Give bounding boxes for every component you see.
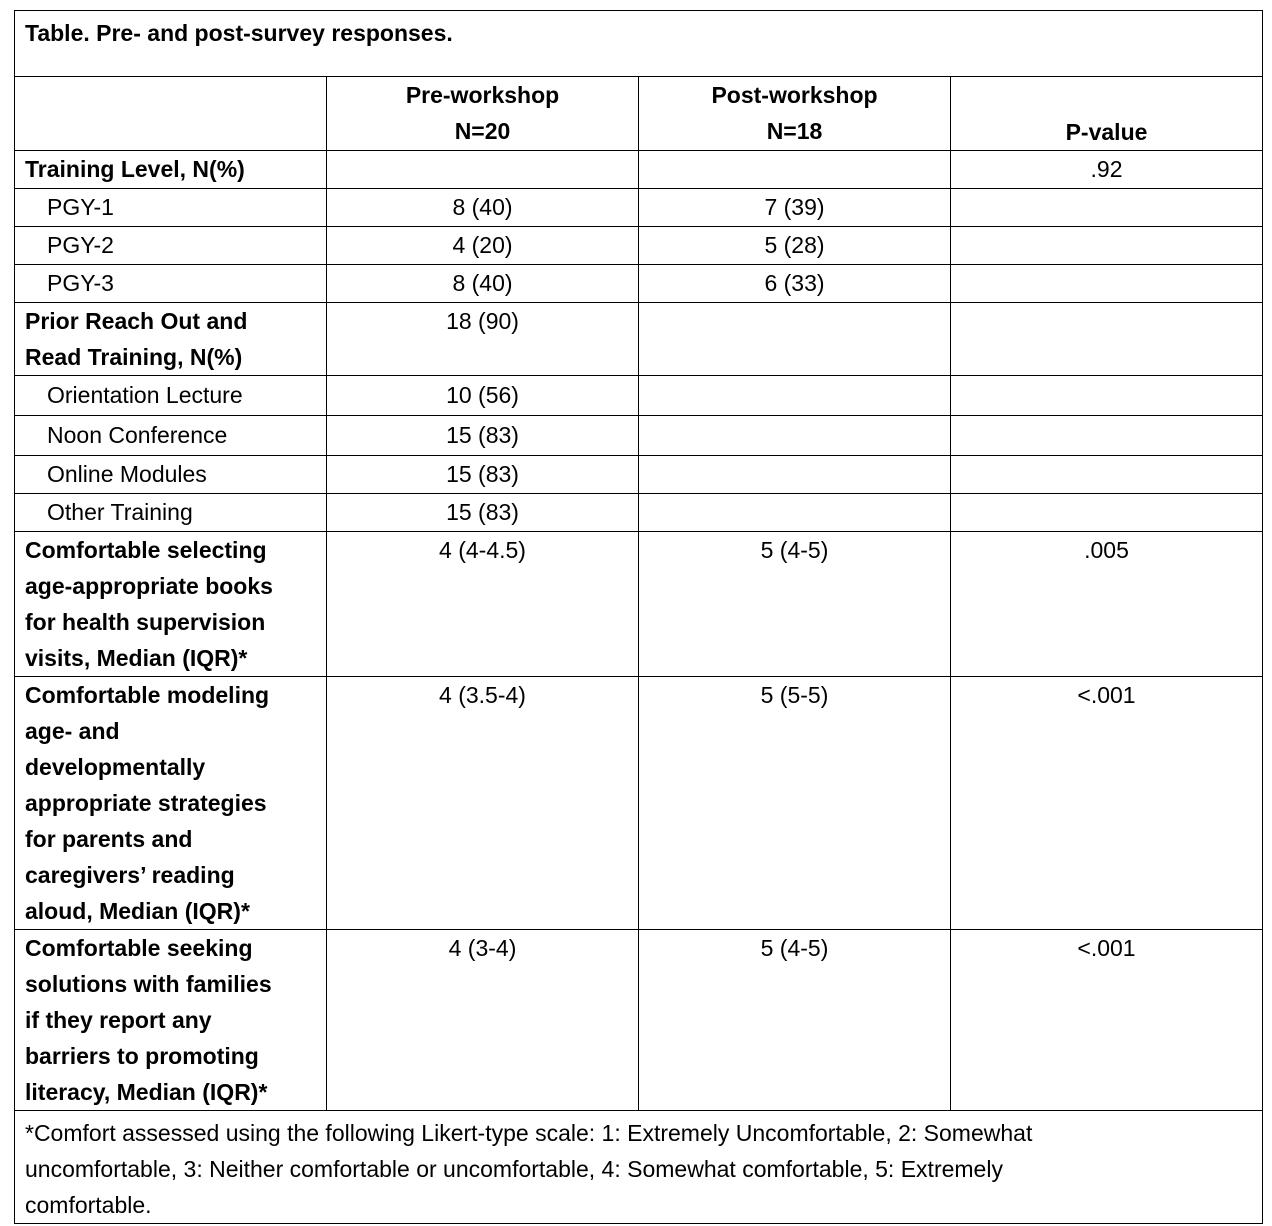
table-row bbox=[15, 494, 1263, 532]
table-row bbox=[15, 416, 1263, 456]
header-pre-label: Pre-workshop bbox=[405, 82, 560, 108]
header-post-label: Post-workshop bbox=[711, 82, 878, 108]
cell-post bbox=[639, 303, 951, 376]
cell-pvalue bbox=[951, 494, 1263, 532]
row-label bbox=[15, 303, 327, 376]
footnote bbox=[15, 1111, 1263, 1224]
row-label-line: appropriate strategies bbox=[25, 790, 267, 816]
row-label: Orientation Lecture bbox=[15, 376, 327, 416]
cell-post bbox=[639, 151, 951, 189]
row-label-line: Read Training, N(%) bbox=[25, 344, 243, 370]
cell-post: 6 (33) bbox=[639, 265, 951, 303]
cell-post: 5 (28) bbox=[639, 227, 951, 265]
row-label-line: for health supervision bbox=[25, 609, 266, 635]
footnote-row bbox=[15, 1111, 1263, 1224]
table-title: Table. Pre- and post-survey responses. bbox=[15, 11, 1263, 77]
cell-pre: 8 (40) bbox=[327, 265, 639, 303]
footnote-line: *Comfort assessed using the following Likert-type scale: 1: Extremely Uncomfortable, 2: Somewhat bbox=[25, 1120, 1033, 1146]
row-label-line: for parents and bbox=[25, 826, 193, 852]
row-label-line: if they report any bbox=[25, 1007, 212, 1033]
cell-pvalue bbox=[951, 376, 1263, 416]
row-label: PGY-1 bbox=[15, 189, 327, 227]
table-row bbox=[15, 189, 1263, 227]
header-row bbox=[15, 77, 1263, 151]
row-label-line: visits, Median (IQR)* bbox=[25, 645, 248, 671]
table-row bbox=[15, 930, 1263, 1111]
row-label bbox=[15, 532, 327, 677]
cell-pre: 4 (4-4.5) bbox=[327, 532, 639, 677]
row-label-line: Prior Reach Out and bbox=[25, 308, 248, 334]
cell-post bbox=[639, 416, 951, 456]
row-label-line: aloud, Median (IQR)* bbox=[25, 898, 250, 924]
row-label-line: literacy, Median (IQR)* bbox=[25, 1079, 268, 1105]
table-row bbox=[15, 456, 1263, 494]
cell-pre: 15 (83) bbox=[327, 456, 639, 494]
cell-pre: 8 (40) bbox=[327, 189, 639, 227]
table-row bbox=[15, 303, 1263, 376]
table-row bbox=[15, 227, 1263, 265]
survey-table bbox=[14, 10, 1263, 1224]
cell-post: 5 (4-5) bbox=[639, 930, 951, 1111]
cell-pvalue bbox=[951, 227, 1263, 265]
row-label-line: solutions with families bbox=[25, 971, 272, 997]
header-pre-n: N=20 bbox=[454, 118, 511, 144]
table-row bbox=[15, 151, 1263, 189]
row-label: Other Training bbox=[15, 494, 327, 532]
cell-pvalue bbox=[951, 265, 1263, 303]
row-label: Training Level, N(%) bbox=[15, 151, 327, 189]
row-label-line: age-appropriate books bbox=[25, 573, 273, 599]
cell-pvalue: .005 bbox=[951, 532, 1263, 677]
cell-pvalue: <.001 bbox=[951, 930, 1263, 1111]
table-row bbox=[15, 532, 1263, 677]
row-label-line: barriers to promoting bbox=[25, 1043, 259, 1069]
survey-table-container bbox=[14, 10, 1260, 1224]
cell-post: 5 (5-5) bbox=[639, 677, 951, 930]
footnote-line: uncomfortable, 3: Neither comfortable or uncomfortable, 4: Somewhat comfortable, 5: Extremely bbox=[25, 1156, 1003, 1182]
row-label-line: Comfortable modeling bbox=[25, 682, 270, 708]
row-label: Noon Conference bbox=[15, 416, 327, 456]
row-label bbox=[15, 677, 327, 930]
cell-pre: 4 (3-4) bbox=[327, 930, 639, 1111]
cell-pre: 18 (90) bbox=[327, 303, 639, 376]
row-label-line: age- and bbox=[25, 718, 120, 744]
header-post-workshop bbox=[639, 77, 951, 151]
row-label-line: Comfortable selecting bbox=[25, 537, 267, 563]
cell-post: 5 (4-5) bbox=[639, 532, 951, 677]
header-pre-workshop bbox=[327, 77, 639, 151]
cell-post bbox=[639, 494, 951, 532]
row-label-line: developmentally bbox=[25, 754, 206, 780]
row-label-line: Comfortable seeking bbox=[25, 935, 253, 961]
row-label: PGY-2 bbox=[15, 227, 327, 265]
cell-pvalue bbox=[951, 303, 1263, 376]
header-empty-cell bbox=[15, 77, 327, 151]
cell-pvalue: <.001 bbox=[951, 677, 1263, 930]
cell-post bbox=[639, 456, 951, 494]
row-label-line: caregivers’ reading bbox=[25, 862, 235, 888]
row-label bbox=[15, 930, 327, 1111]
row-label: Online Modules bbox=[15, 456, 327, 494]
cell-post: 7 (39) bbox=[639, 189, 951, 227]
table-row bbox=[15, 265, 1263, 303]
cell-pre: 4 (3.5-4) bbox=[327, 677, 639, 930]
cell-pvalue bbox=[951, 456, 1263, 494]
table-row bbox=[15, 677, 1263, 930]
cell-pre: 4 (20) bbox=[327, 227, 639, 265]
footnote-line: comfortable. bbox=[25, 1192, 152, 1218]
cell-pvalue bbox=[951, 189, 1263, 227]
header-pvalue: P-value bbox=[951, 77, 1263, 151]
header-post-n: N=18 bbox=[766, 118, 823, 144]
cell-pre bbox=[327, 151, 639, 189]
cell-pvalue bbox=[951, 416, 1263, 456]
row-label: PGY-3 bbox=[15, 265, 327, 303]
table-row bbox=[15, 376, 1263, 416]
cell-pre: 15 (83) bbox=[327, 494, 639, 532]
cell-post bbox=[639, 376, 951, 416]
cell-pre: 15 (83) bbox=[327, 416, 639, 456]
cell-pvalue: .92 bbox=[951, 151, 1263, 189]
cell-pre: 10 (56) bbox=[327, 376, 639, 416]
